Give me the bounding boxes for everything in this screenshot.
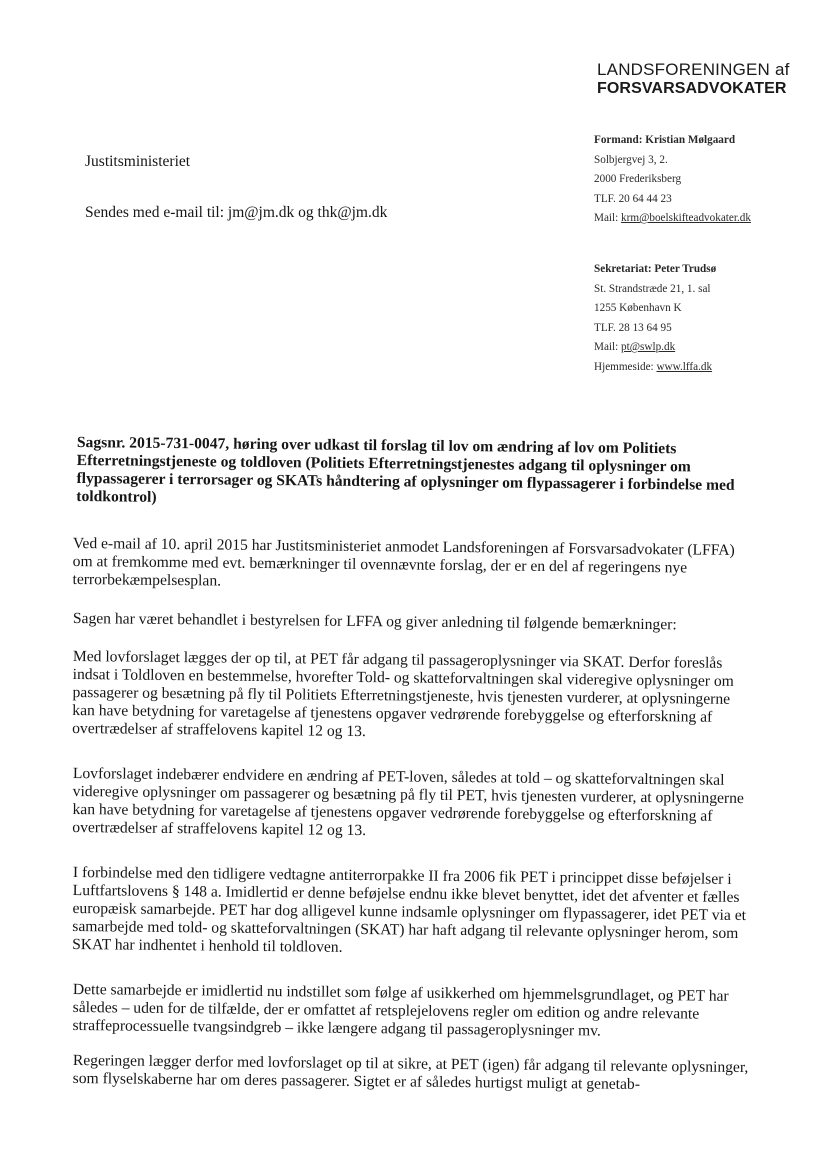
chairman-mail-line xyxy=(594,209,816,229)
logo-line-2: FORSVARSADVOKATER xyxy=(597,80,787,97)
chairman-street: Solbjergvej 3, 2. xyxy=(594,153,668,166)
chairman-contact xyxy=(594,131,816,229)
chairman-city: 2000 Frederiksberg xyxy=(594,173,682,185)
secretariat-mail-line xyxy=(594,338,816,358)
body-paragraph: Dette samarbejde er imidlertid nu indstillet som følge af usikkerhed om hjemmelsgrundlaget, og PET har således – uden for de tilfælde, der er omfattet af retsplejelovens regler om edition og andre relevante straffeprocessuelle tvangsindgreb – ikke længere adgang til passageroplysninger mv. xyxy=(72,981,729,1040)
chairman-phone: TLF. 20 64 44 23 xyxy=(594,192,672,205)
body-paragraph: Ved e-mail af 10. april 2015 har Justitsministeriet anmodet Landsforeningen af Forsvarsadvokater (LFFA) om at fremkomme med evt. bemærkninger til ovennævnte forslag, der er en del af regeringens nye terrorbekæmpelsesplan. xyxy=(72,535,735,590)
body-paragraph: Sagen har været behandlet i bestyrelsen for LFFA og giver anledning til følgende bemærkninger: xyxy=(72,610,677,634)
body-paragraph: Med lovforslaget lægges der op til, at PET får adgang til passageroplysninger via SKAT. Derfor foreslås indsat i Toldloven en bestemmelse, hvorefter Told- og skatteforvaltningen skal videregive oplysninger om passagerer og besætning på fly til Politiets Efterretningstjeneste, hvis tjenesten vurderer, at oplysningerne kan have betydning for varetagelse af tjenestens opgaver vedrørende forebyggelse og efterforskning af overtrædelser af straffelovens kapitel 12 og 13. xyxy=(72,648,734,741)
secretariat-web-link[interactable]: www.lffa.dk xyxy=(656,360,713,373)
secretariat-city: 1255 København K xyxy=(594,302,682,314)
secretariat-web-label: Hjemmeside: xyxy=(594,360,657,373)
secretariat-web-line xyxy=(594,358,816,378)
secretariat-street: St. Strandstræde 21, 1. sal xyxy=(594,282,711,295)
body-paragraph: Lovforslaget indebærer endvidere en ændring af PET-loven, således at told – og skatteforvaltningen skal videregive oplysninger om passagerer og besætning på fly til PET, hvis tjenesten vurderer, at oplysningerne kan have betydning for varetagelse af tjenestens opgaver vedrørende forebyggelse og efterforskning af overtrædelser af straffelovens kapitel 12 og 13. xyxy=(72,765,744,840)
body-paragraph: I forbindelse med den tidligere vedtagne antiterrorpakke II fra 2006 fik PET i princippet disse beføjelser i Luftfartslovens § 148 a. Imidlertid er denne beføjelse endnu ikke blevet benyttet, idet det afventer et fælles europæisk samarbejde. PET har dog alligevel kunne indsamle oplysninger om flypassagerer, idet PET via et samarbejde med told- og skatteforvaltningen (SKAT) har haft adgang til relevante oplysninger herom, som SKAT har indhentet i henhold til toldloven. xyxy=(72,864,747,956)
recipient-name: Justitsministeriet xyxy=(85,153,191,170)
chairman-mail-link[interactable]: krm@boelskifteadvokater.dk xyxy=(621,212,751,224)
secretariat-mail-label: Mail: xyxy=(594,341,622,353)
organization-logo xyxy=(597,60,807,98)
chairman-mail-label: Mail: xyxy=(594,212,622,224)
logo-line-1: LANDSFORENINGEN af xyxy=(597,60,790,79)
secretariat-contact xyxy=(594,260,816,377)
secretariat-phone: TLF. 28 13 64 95 xyxy=(594,321,672,334)
body-paragraph: Regeringen lægger derfor med lovforslaget op til at sikre, at PET (igen) får adgang til relevante oplysninger, som flyselskaberne har om deres passagerer. Sigtet er af således hurtigst muligt at genetab- xyxy=(72,1052,749,1093)
chairman-heading: Formand: Kristian Mølgaard xyxy=(594,134,736,146)
subject-heading: Sagsnr. 2015-731-0047, høring over udkast til forslag til lov om ændring af lov om Politiets Efterretningstjeneste og toldloven (Politiets Efterretningstjenestes adgang til oplysninger om flypassagerer i terrorsager og SKATs håndtering af oplysninger om flypassagerer i forbindelse med toldkontrol) xyxy=(76,434,735,506)
send-to-line: Sendes med e-mail til: jm@jm.dk og thk@jm.dk xyxy=(85,204,388,221)
secretariat-heading: Sekretariat: Peter Trudsø xyxy=(594,263,717,275)
secretariat-mail-link[interactable]: pt@swlp.dk xyxy=(621,341,676,353)
